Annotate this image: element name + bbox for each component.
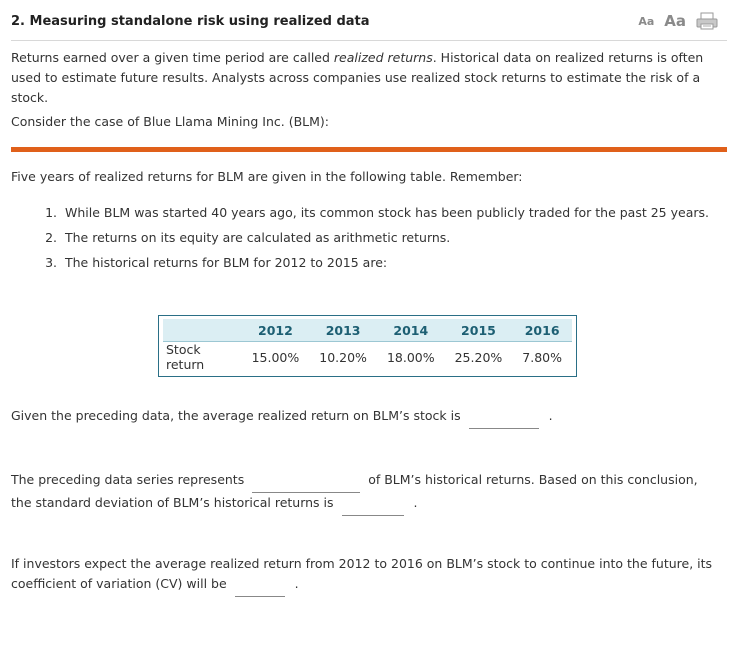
intro-paragraph: Returns earned over a given time period are called realized returns. Historical data on realized returns is often used to estimate future results. Analysts across companies use realized stock returns to estimate the risk of a stock. — [11, 50, 704, 105]
return-value: 18.00% — [386, 349, 435, 365]
return-value: 15.00% — [251, 349, 300, 365]
title-divider — [11, 40, 727, 41]
print-icon[interactable] — [696, 12, 718, 30]
decrease-font-button[interactable]: Aa — [638, 14, 655, 28]
list-item: 1. While BLM was started 40 years ago, its common stock has been publicly traded for the past 25 years. — [61, 203, 711, 223]
increase-font-button[interactable]: Aa — [664, 12, 686, 30]
realized-returns-term: realized returns — [333, 50, 433, 65]
question-std-dev: The preceding data series represents of BLM’s historical returns. Based on this conclusion, the standard deviation of BLM’s historical returns is . — [11, 470, 721, 516]
return-value: 10.20% — [319, 349, 367, 365]
returns-table-frame — [158, 315, 577, 377]
font-controls — [638, 12, 718, 30]
list-item: 3. The historical returns for BLM for 2012 to 2015 are: — [61, 253, 711, 273]
remember-list — [11, 203, 711, 278]
cv-dropdown[interactable] — [235, 576, 285, 597]
problem-title: 2. Measuring standalone risk using realized data — [11, 14, 370, 29]
table-row — [163, 342, 572, 373]
year-header: 2016 — [512, 319, 572, 342]
std-dev-dropdown[interactable] — [342, 495, 404, 516]
year-header: 2014 — [377, 319, 445, 342]
section-divider-bar — [11, 147, 727, 152]
question-average-return: Given the preceding data, the average realized return on BLM’s stock is . — [11, 406, 721, 429]
row-label: Stock return — [166, 342, 205, 372]
table-header-row — [163, 319, 572, 342]
table-header-blank — [163, 319, 242, 342]
year-header: 2012 — [242, 319, 310, 342]
question-cv: If investors expect the average realized return from 2012 to 2016 on BLM’s stock to continue into the future, its coefficient of variation (CV) will be . — [11, 554, 721, 597]
five-years-text: Five years of realized returns for BLM are given in the following table. Remember: — [11, 169, 523, 184]
returns-table — [163, 319, 572, 372]
case-text: Consider the case of Blue Llama Mining Inc. (BLM): — [11, 114, 329, 129]
average-return-dropdown[interactable] — [469, 408, 539, 429]
year-header: 2013 — [309, 319, 377, 342]
data-series-type-dropdown[interactable] — [252, 472, 360, 493]
return-value: 25.20% — [454, 349, 503, 365]
year-header: 2015 — [445, 319, 513, 342]
return-value: 7.80% — [522, 349, 562, 365]
list-item: 2. The returns on its equity are calculated as arithmetic returns. — [61, 228, 711, 248]
